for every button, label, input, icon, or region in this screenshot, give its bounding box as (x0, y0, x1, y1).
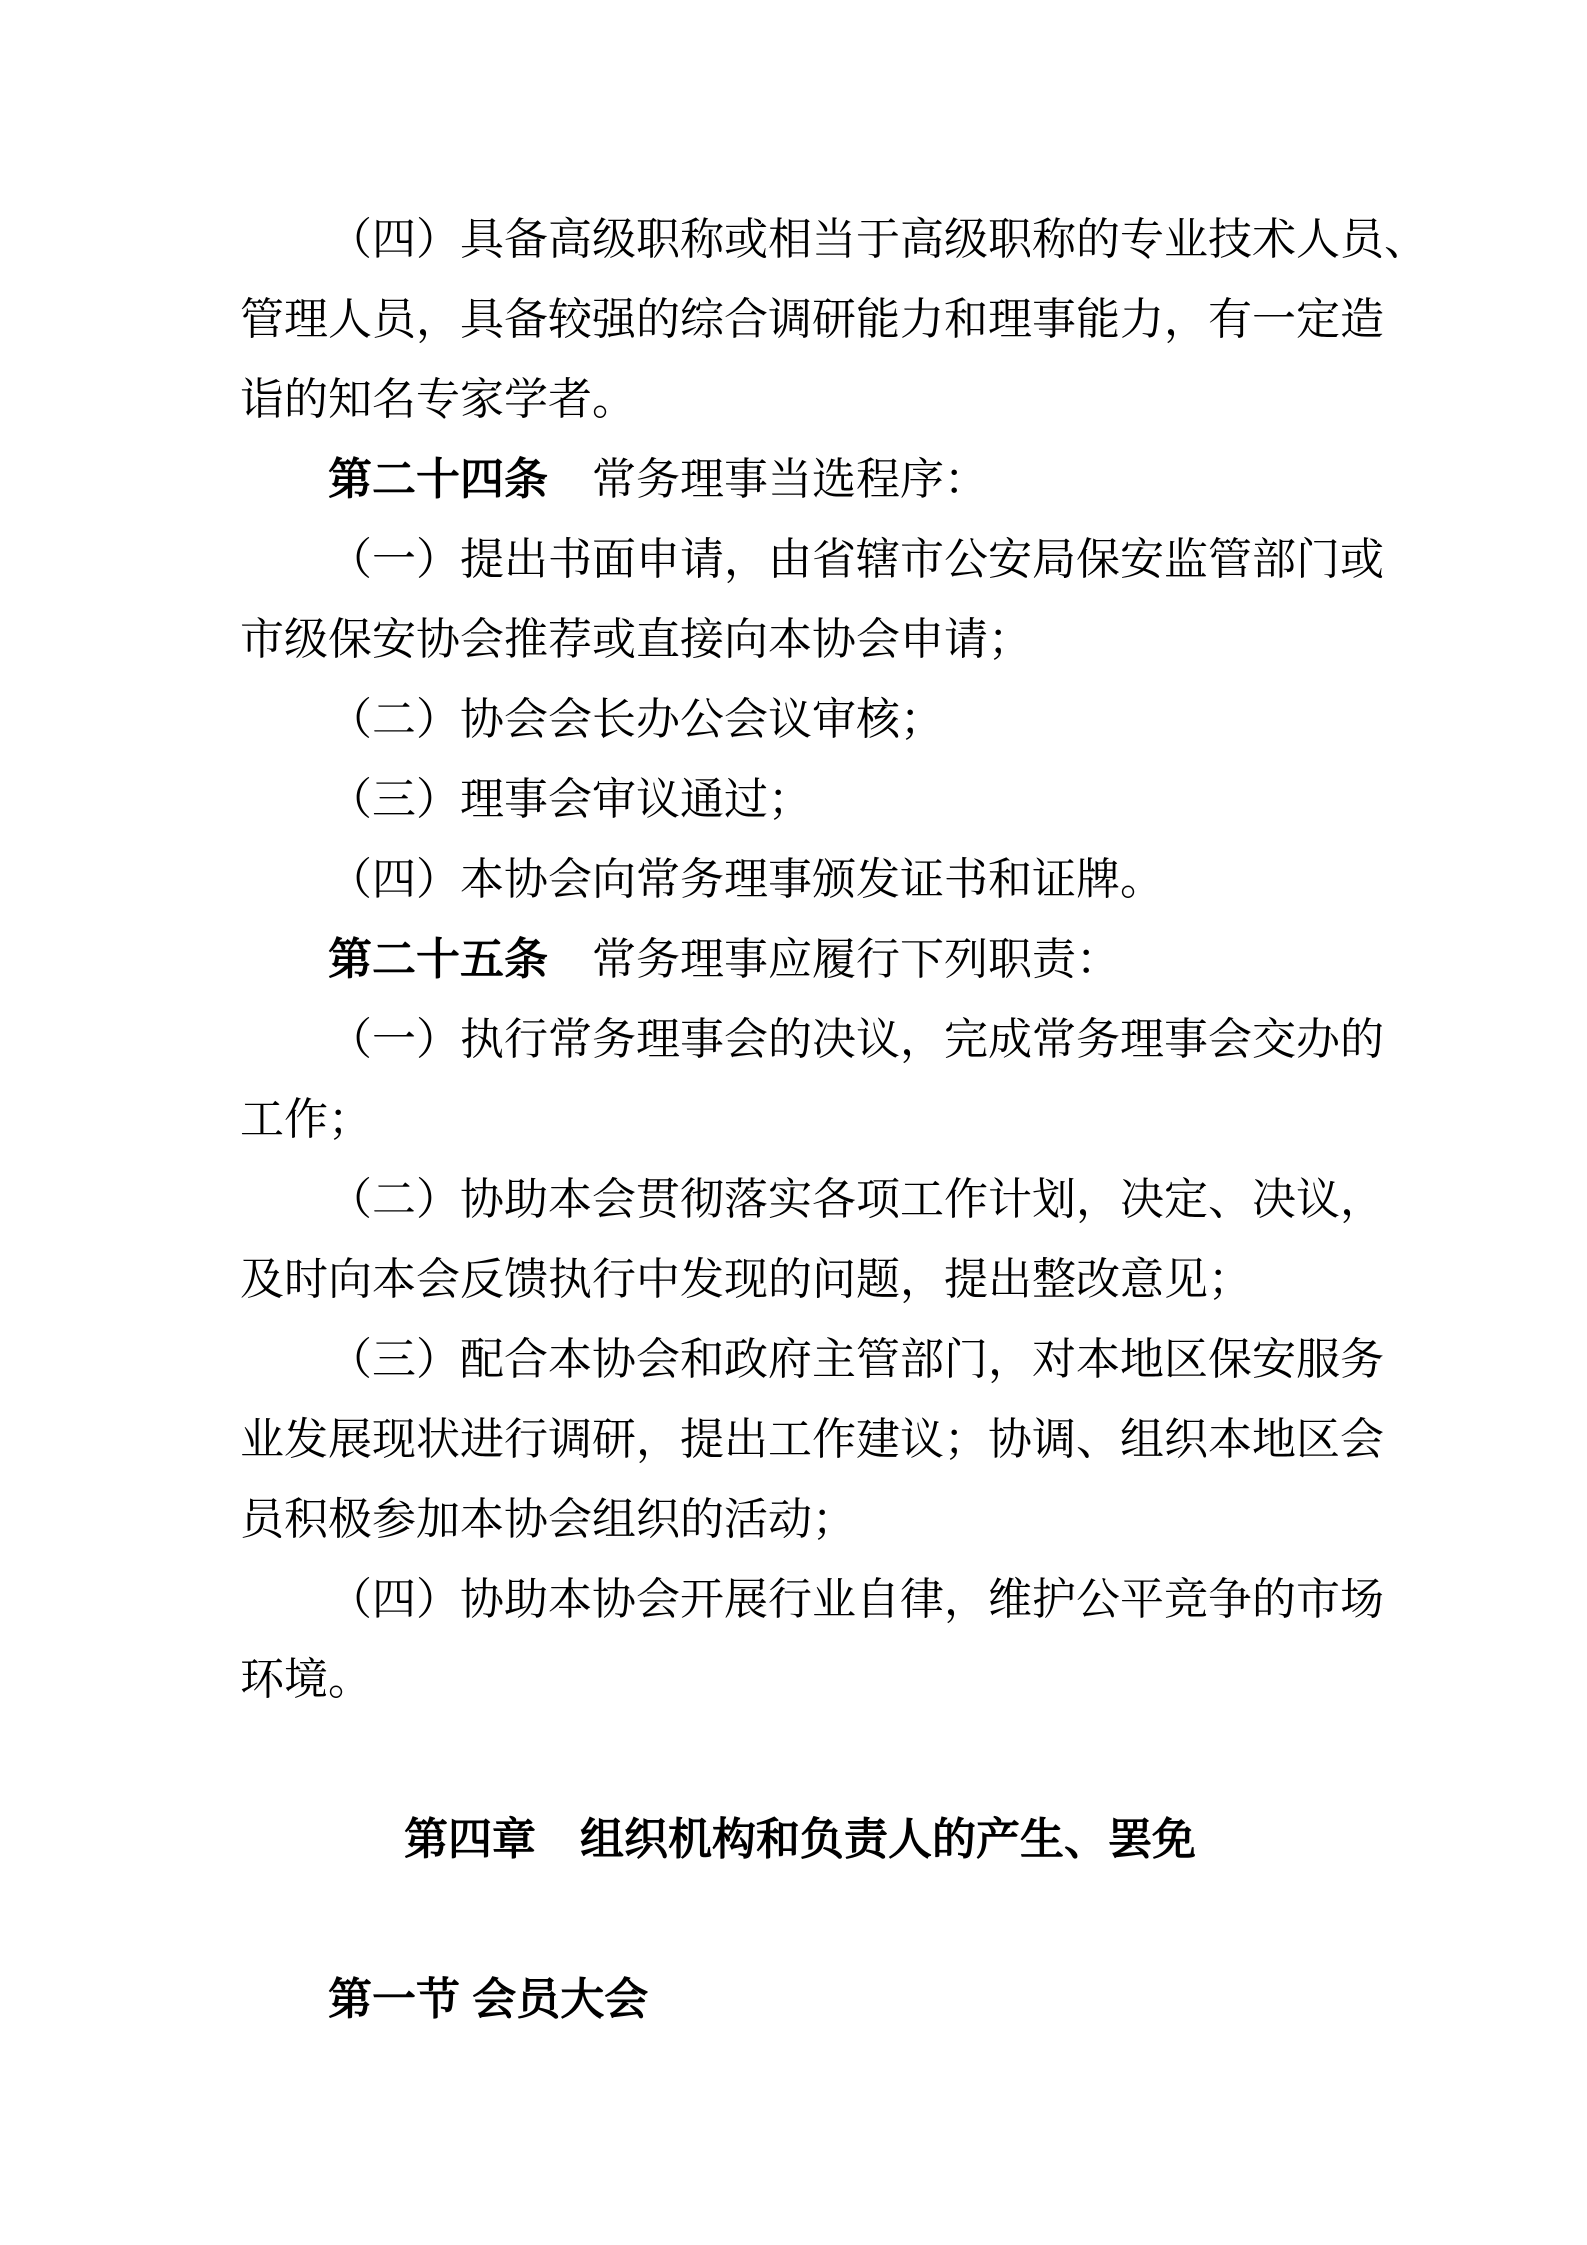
article-title: 常务理事当选程序： (548, 455, 988, 504)
text-line: 环境。 (240, 1655, 372, 1704)
text-line: （四）本协会向常务理事颁发证书和证牌。 (328, 855, 1164, 904)
text-line: 业发展现状进行调研，提出工作建议；协调、组织本地区会 (240, 1415, 1384, 1464)
text-line: （一）执行常务理事会的决议，完成常务理事会交办的 (328, 1015, 1384, 1064)
text-line: 诣的知名专家学者。 (240, 375, 636, 424)
article-title: 常务理事应履行下列职责： (548, 935, 1120, 984)
text-line: 及时向本会反馈执行中发现的问题，提出整改意见； (240, 1255, 1252, 1304)
text-line: 工作； (240, 1095, 372, 1144)
text-line: （三）理事会审议通过； (328, 775, 812, 824)
text-line: （三）配合本协会和政府主管部门，对本地区保安服务 (328, 1335, 1384, 1384)
text-line: 管理人员，具备较强的综合调研能力和理事能力，有一定造 (240, 295, 1384, 344)
article-heading-line (240, 440, 1360, 520)
text-line: （二）协助本会贯彻落实各项工作计划，决定、决议， (328, 1175, 1384, 1224)
section-heading: 第一节 会员大会 (328, 1975, 649, 2024)
text-line: 市级保安协会推荐或直接向本协会申请； (240, 615, 1032, 664)
text-line: （二）协会会长办公会议审核； (328, 695, 944, 744)
text-line: （四）协助本协会开展行业自律，维护公平竞争的市场 (328, 1575, 1384, 1624)
article-number: 第二十五条 (328, 935, 548, 984)
text-line: （一）提出书面申请，由省辖市公安局保安监管部门或 (328, 535, 1384, 584)
article-heading-line (240, 920, 1360, 1000)
chapter-heading: 第四章 组织机构和负责人的产生、罢免 (404, 1815, 1196, 1864)
article-number: 第二十四条 (328, 455, 548, 504)
text-line: （四）具备高级职称或相当于高级职称的专业技术人员、 (328, 215, 1428, 264)
text-line: 员积极参加本协会组织的活动； (240, 1495, 856, 1544)
